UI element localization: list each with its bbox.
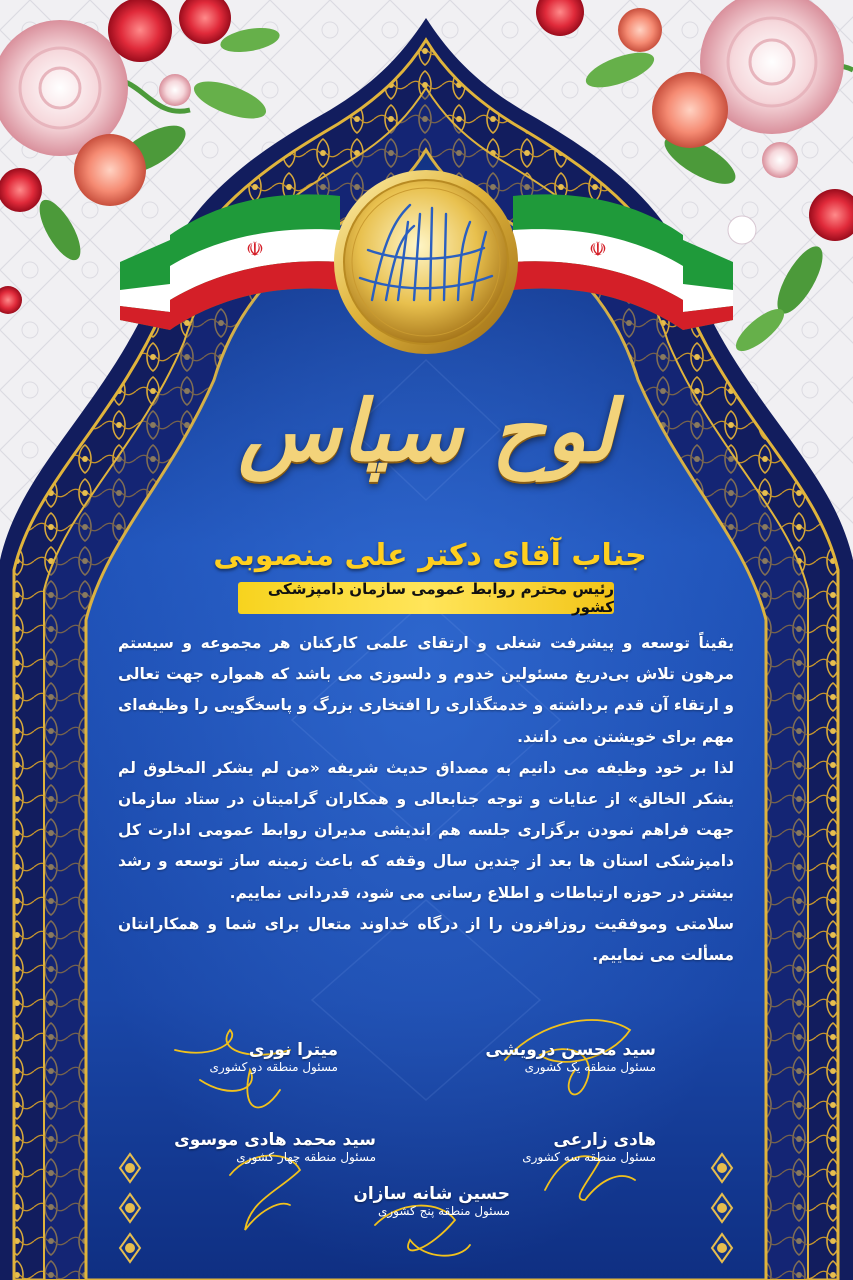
signatory-4-title: مسئول منطقه چهار کشوری	[236, 1150, 376, 1164]
recipient-name: جناب آقای دکتر علی منصوبی	[213, 538, 647, 573]
signatory-2	[190, 1040, 338, 1074]
certificate-title: لوح سپاس	[238, 381, 615, 480]
recipient-position: رئیس محترم روابط عمومی سازمان دامپزشکی کشور	[238, 582, 614, 614]
signatory-2-title: مسئول منطقه دو کشوری	[209, 1060, 338, 1074]
message-paragraph-2: لذا بر خود وظیفه می دانیم به مصداق حدیث شریفه «من لم یشکر المخلوق لم یشکر الخالق» از عنایات و توجه جنابعالی و همکاران گرامیتان در ستاد سازمان جهت فراهم نمودن برگزاری جلسه هم اندیشی مدیران روابط عمومی ادارت کل دامپزشکی استان ها بعد از چندین سال وقفه که باعث زمینه ساز توسعه و رشد بیشتر در حوزه ارتباطات و اطلاع رسانی می شود، قدردانی نماییم.	[118, 758, 734, 902]
signatory-3	[508, 1130, 656, 1164]
signatory-1	[485, 1040, 656, 1074]
emblem-coin	[334, 170, 518, 354]
signatory-1-name: سید محسن درویشی	[485, 1040, 656, 1060]
svg-text:☫: ☫	[246, 237, 264, 261]
signatory-4	[174, 1130, 376, 1164]
signatory-5	[350, 1184, 510, 1218]
signatory-3-title: مسئول منطقه سه کشوری	[522, 1150, 656, 1164]
signatory-5-title: مسئول منطقه پنج کشوری	[377, 1204, 510, 1218]
message-body	[118, 628, 734, 971]
message-paragraph-1: یقیناً توسعه و پیشرفت شغلی و ارتقای علمی کارکنان هر مجموعه و سیستم مرهون تلاش بی‌دریغ مسئولین خدوم و دلسوزی می باشد که همواره جهت تعالی و ارتقاء آن قدم برداشته و خدمتگذاری را افتخاری بزرگ و پاسخگویی را وظیفه‌ای مهم برای خویشتن می دانند.	[118, 634, 734, 746]
signatory-4-name: سید محمد هادی موسوی	[174, 1130, 376, 1150]
signatory-2-name: میترا نوری	[248, 1040, 338, 1060]
svg-text:☫: ☫	[589, 237, 607, 261]
message-paragraph-3: سلامتی وموفقیت روزافزون را از درگاه خداوند متعال برای شما و همکارانتان مسألت می نماییم.	[118, 914, 734, 965]
signatory-1-title: مسئول منطقه یک کشوری	[524, 1060, 656, 1074]
signatory-3-name: هادی زارعی	[553, 1130, 656, 1150]
signatory-5-name: حسین شانه سازان	[353, 1184, 510, 1204]
